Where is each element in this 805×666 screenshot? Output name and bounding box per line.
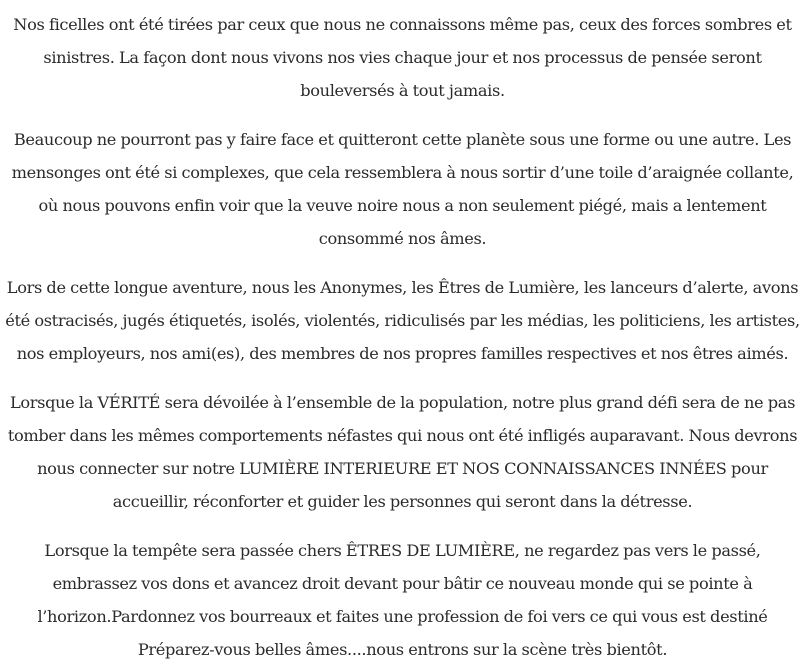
paragraph: Lorsque la VÉRITÉ sera dévoilée à l’ensemble de la population, notre plus grand défi sera de ne pas tomber dans les mêmes comportements néfastes qui nous ont été infligés auparavant. Nous devrons nous connecter sur notre LUMIÈRE INTERIEURE ET NOS CONNAISSANCES INNÉES pour accueillir, réconforter et guider les personnes qui seront dans la détresse. (7, 393, 798, 511)
paragraph: Nos ficelles ont été tirées par ceux que nous ne connaissons même pas, ceux des forces sombres et sinistres. La façon dont nous vivons nos vies chaque jour et nos processus de pensée seront bouleversés à tout jamais. (13, 15, 792, 100)
paragraph: Lorsque la tempête sera passée chers ÊTRES DE LUMIÈRE, ne regardez pas vers le passé, embrassez vos dons et avancez droit devant pour bâtir ce nouveau monde qui se pointe à l’horizon.Pardonnez vos bourreaux et faites une profession de foi vers ce qui vous est destiné Préparez-vous belles âmes....nous entrons sur la scène très bientôt. (37, 541, 768, 659)
paragraph: Beaucoup ne pourront pas y faire face et quitteront cette planète sous une forme ou une autre. Les mensonges ont été si complexes, que cela ressemblera à nous sortir d’une toile d’araignée collante, où nous pouvons enfin voir que la veuve noire nous a non seulement piégé, mais a lentement consommé nos âmes. (11, 130, 794, 248)
paragraph: Lors de cette longue aventure, nous les Anonymes, les Êtres de Lumière, les lanceurs d’alerte, avons été ostracisés, jugés étiquetés, isolés, violentés, ridiculisés par les médias, les politiciens, les artistes, nos employeurs, nos ami(es), des membres de nos propres familles respectives et nos êtres aimés. (5, 278, 800, 363)
